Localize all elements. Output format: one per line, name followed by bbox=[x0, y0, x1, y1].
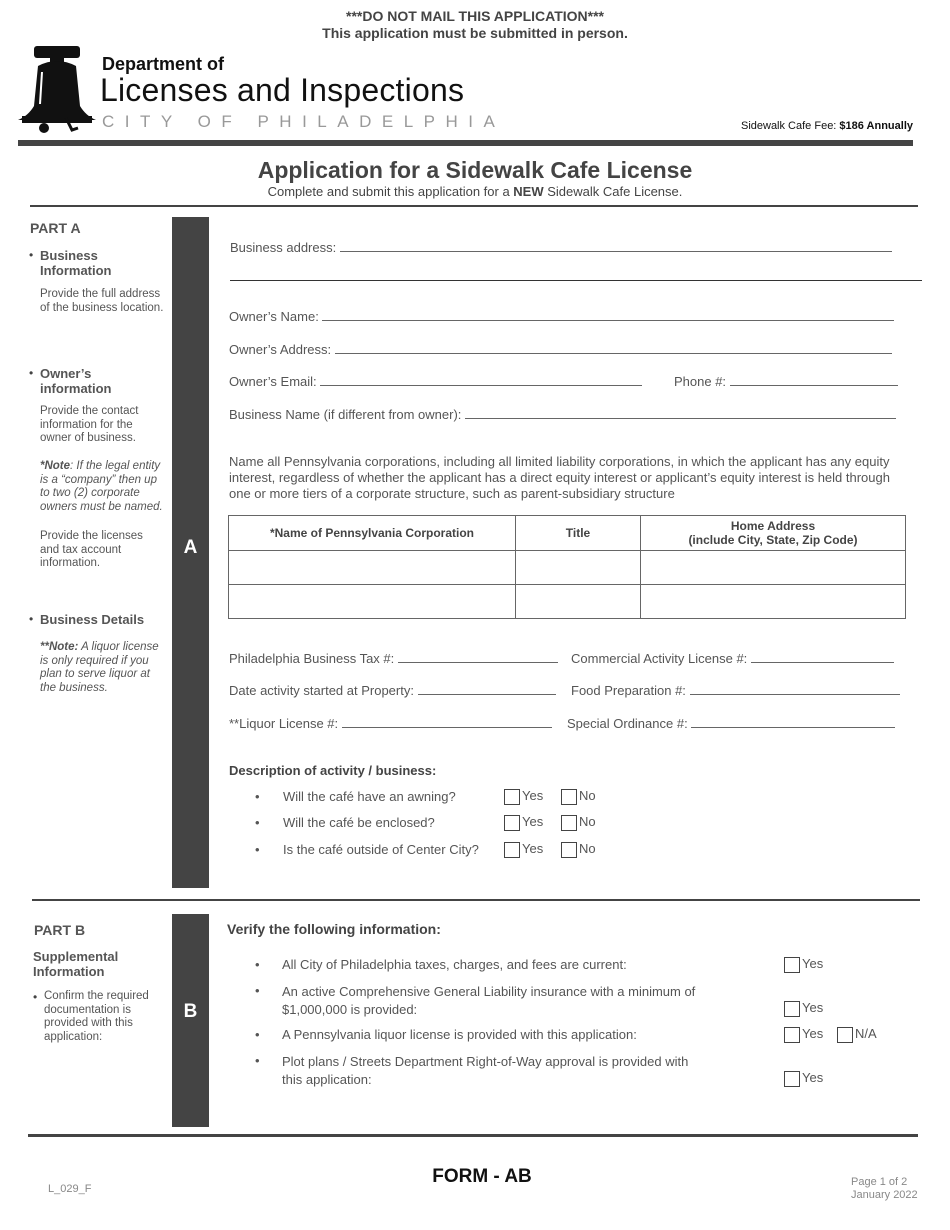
food-prep-label: Food Preparation #: bbox=[571, 683, 686, 698]
bullet-icon: • bbox=[255, 789, 260, 804]
verify-heading: Verify the following information: bbox=[227, 921, 441, 937]
date-started-label: Date activity started at Property: bbox=[229, 683, 414, 698]
option-label: Yes bbox=[802, 1000, 824, 1015]
owner-email-line[interactable] bbox=[320, 373, 642, 386]
verify-plot-plans-line2: this application: bbox=[282, 1072, 372, 1087]
awning-yes-option[interactable] bbox=[504, 788, 543, 805]
business-tax-label: Philadelphia Business Tax #: bbox=[229, 651, 395, 666]
business-info-title: Business Information bbox=[40, 248, 112, 278]
col-home-address-line1: Home Address bbox=[730, 519, 816, 533]
business-name-label: Business Name (if different from owner): bbox=[229, 407, 462, 422]
commercial-license-field[interactable] bbox=[571, 650, 894, 666]
option-label: No bbox=[579, 788, 596, 803]
corporate-note bbox=[40, 460, 166, 514]
page-number: Page 1 of 2 bbox=[851, 1176, 908, 1188]
page-subtitle bbox=[0, 184, 950, 199]
col-title: Title bbox=[516, 516, 641, 551]
date-started-field[interactable] bbox=[229, 682, 556, 698]
option-label: No bbox=[579, 841, 596, 856]
checkbox-icon[interactable] bbox=[504, 815, 520, 831]
table-cell[interactable] bbox=[641, 585, 906, 619]
verify-insurance-line1: An active Comprehensive General Liability insurance with a minimum of bbox=[282, 984, 696, 999]
bullet-icon: • bbox=[255, 1053, 260, 1068]
business-details-title: Business Details bbox=[40, 612, 145, 627]
checkbox-icon[interactable] bbox=[837, 1027, 853, 1043]
part-a-heading: PART A bbox=[30, 220, 81, 236]
option-label: Yes bbox=[522, 841, 544, 856]
owner-info-title: Owner’s information bbox=[40, 366, 112, 396]
logo-title: Licenses and Inspections bbox=[100, 72, 465, 108]
corporation-instructions: Name all Pennsylvania corporations, including all limited liability corporations, in which the applicant has any equity interest, regardless of whether the applicant has a direct equity interest or applicant’s equity interest is held through one or more tiers of a corporate structure, such as parent-subsidiary structure bbox=[229, 454, 890, 501]
business-tax-line[interactable] bbox=[398, 650, 558, 663]
option-label: Yes bbox=[802, 956, 824, 971]
checkbox-icon[interactable] bbox=[784, 1001, 800, 1017]
corporate-note-bold: *Note bbox=[40, 460, 71, 472]
special-ordinance-field[interactable] bbox=[567, 715, 895, 731]
verify-insurance-line2: $1,000,000 is provided: bbox=[282, 1002, 418, 1017]
part-a-bar-letter: A bbox=[183, 537, 198, 558]
liquor-license-label: **Liquor License #: bbox=[229, 716, 339, 731]
option-label: Yes bbox=[802, 1070, 824, 1085]
commercial-license-label: Commercial Activity License #: bbox=[571, 651, 748, 666]
table-cell[interactable] bbox=[229, 551, 516, 585]
business-address-line[interactable] bbox=[340, 239, 892, 252]
question-enclosed: Will the café be enclosed? bbox=[283, 815, 435, 830]
liquor-note-text: A liquor license is only required if you plan to serve liquor at the business. bbox=[40, 641, 159, 694]
checkbox-icon[interactable] bbox=[784, 1027, 800, 1043]
table-row bbox=[229, 551, 906, 585]
corporation-table bbox=[228, 515, 906, 619]
table-row bbox=[229, 585, 906, 619]
col-home-address-line2: (include City, State, Zip Code) bbox=[688, 533, 858, 547]
part-b-heading: PART B bbox=[34, 922, 86, 938]
footer-rule bbox=[28, 1134, 918, 1137]
page-info bbox=[851, 1176, 918, 1202]
logo-department: Department of bbox=[102, 54, 225, 74]
option-label: Yes bbox=[522, 788, 544, 803]
fee-value: $186 Annually bbox=[839, 120, 913, 132]
owner-address-label: Owner’s Address: bbox=[229, 342, 332, 357]
subtitle-post: Sidewalk Cafe License. bbox=[543, 184, 683, 199]
option-label: No bbox=[579, 814, 596, 829]
enclosed-yes-option[interactable] bbox=[504, 814, 543, 831]
owner-address-field[interactable] bbox=[229, 341, 892, 357]
special-ordinance-line[interactable] bbox=[691, 715, 895, 728]
part-divider bbox=[32, 899, 920, 901]
enclosed-no-option[interactable] bbox=[561, 814, 596, 831]
liquor-na-option[interactable] bbox=[837, 1026, 877, 1043]
part-b-bar-letter: B bbox=[183, 1001, 198, 1022]
subtitle-pre: Complete and submit this application for a bbox=[267, 184, 514, 199]
owner-email-label: Owner’s Email: bbox=[229, 374, 317, 389]
center-city-yes-option[interactable] bbox=[504, 841, 543, 858]
supplemental-title: Supplemental Information bbox=[33, 949, 119, 979]
bullet-icon: • bbox=[29, 248, 34, 262]
checkbox-icon[interactable] bbox=[561, 789, 577, 805]
question-center-city: Is the café outside of Center City? bbox=[283, 842, 479, 857]
phone-label: Phone #: bbox=[674, 374, 727, 389]
owner-address-line[interactable] bbox=[335, 341, 892, 354]
option-label: N/A bbox=[855, 1026, 877, 1041]
fee-text bbox=[741, 120, 913, 132]
food-prep-line[interactable] bbox=[690, 682, 900, 695]
checkbox-icon[interactable] bbox=[504, 842, 520, 858]
checkbox-icon[interactable] bbox=[784, 957, 800, 973]
owner-name-field[interactable] bbox=[229, 308, 894, 324]
verify-insurance bbox=[282, 983, 695, 1019]
corporate-note-text: : If the legal entity is a “company” then up to two (2) corporate owners must be named. bbox=[40, 460, 163, 513]
center-city-no-option[interactable] bbox=[561, 841, 596, 858]
description-heading: Description of activity / business: bbox=[229, 763, 437, 778]
checkbox-icon[interactable] bbox=[504, 789, 520, 805]
page-title: Application for a Sidewalk Cafe License bbox=[257, 157, 693, 183]
table-cell[interactable] bbox=[229, 585, 516, 619]
awning-no-option[interactable] bbox=[561, 788, 596, 805]
checkbox-icon[interactable] bbox=[561, 842, 577, 858]
checkbox-icon[interactable] bbox=[784, 1071, 800, 1087]
supplemental-desc: Confirm the required documentation is provided with this application: bbox=[44, 990, 149, 1043]
form-date: January 2022 bbox=[851, 1189, 918, 1201]
liberty-bell-logo bbox=[16, 44, 98, 134]
col-corporation-name: *Name of Pennsylvania Corporation bbox=[229, 516, 516, 551]
licenses-desc: Provide the licenses and tax account information. bbox=[40, 530, 143, 569]
option-label: Yes bbox=[522, 814, 544, 829]
liquor-note bbox=[40, 641, 166, 695]
notice-line-2: This application must be submitted in person. bbox=[322, 25, 628, 41]
business-address-label: Business address: bbox=[230, 240, 337, 255]
col-home-address bbox=[641, 516, 906, 551]
owner-name-line[interactable] bbox=[322, 308, 894, 321]
title-rule bbox=[30, 205, 918, 207]
part-b-bar bbox=[172, 914, 209, 1127]
notice-line-1: ***DO NOT MAIL THIS APPLICATION*** bbox=[346, 8, 604, 24]
plot-plans-yes-option[interactable] bbox=[784, 1070, 823, 1087]
business-address-second-line[interactable] bbox=[230, 280, 922, 281]
commercial-license-line[interactable] bbox=[751, 650, 894, 663]
liquor-license-field[interactable] bbox=[229, 715, 552, 731]
logo-city: CITY OF PHILADELPHIA bbox=[102, 112, 506, 131]
business-name-line[interactable] bbox=[465, 406, 896, 419]
phone-line[interactable] bbox=[730, 373, 898, 386]
owner-name-label: Owner’s Name: bbox=[229, 309, 319, 324]
business-name-field[interactable] bbox=[229, 406, 896, 422]
owner-email-field[interactable] bbox=[229, 373, 642, 389]
bullet-icon: • bbox=[255, 983, 260, 998]
insurance-yes-option[interactable] bbox=[784, 1000, 823, 1017]
form-code: L_029_F bbox=[48, 1183, 92, 1195]
owner-info-desc: Provide the contact information for the owner of business. bbox=[40, 405, 139, 444]
bullet-icon: • bbox=[29, 612, 34, 626]
verify-liquor: A Pennsylvania liquor license is provided with this application: bbox=[282, 1027, 637, 1042]
taxes-yes-option[interactable] bbox=[784, 956, 823, 973]
subtitle-bold: NEW bbox=[513, 184, 544, 199]
food-prep-field[interactable] bbox=[571, 682, 900, 698]
bullet-icon: • bbox=[255, 1027, 260, 1042]
fee-label: Sidewalk Cafe Fee: bbox=[740, 120, 840, 132]
verify-taxes: All City of Philadelphia taxes, charges, and fees are current: bbox=[282, 957, 627, 972]
bullet-icon: • bbox=[33, 990, 38, 1004]
business-address-field[interactable] bbox=[230, 239, 892, 255]
bullet-icon: • bbox=[255, 957, 260, 972]
bullet-icon: • bbox=[255, 815, 260, 830]
bullet-icon: • bbox=[29, 366, 34, 380]
form-name: FORM - AB bbox=[432, 1166, 532, 1187]
option-label: Yes bbox=[802, 1026, 824, 1041]
special-ordinance-label: Special Ordinance #: bbox=[567, 716, 688, 731]
table-cell[interactable] bbox=[641, 551, 906, 585]
phone-field[interactable] bbox=[674, 373, 898, 389]
liquor-license-line[interactable] bbox=[342, 715, 552, 728]
bullet-icon: • bbox=[255, 842, 260, 857]
business-info-desc: Provide the full address of the business location. bbox=[40, 288, 164, 314]
liquor-yes-option[interactable] bbox=[784, 1026, 823, 1043]
table-cell[interactable] bbox=[516, 551, 641, 585]
part-a-bar bbox=[172, 217, 209, 888]
business-tax-field[interactable] bbox=[229, 650, 558, 666]
liquor-note-bold: **Note: bbox=[40, 641, 79, 653]
date-started-line[interactable] bbox=[418, 682, 556, 695]
checkbox-icon[interactable] bbox=[561, 815, 577, 831]
question-awning: Will the café have an awning? bbox=[283, 789, 456, 804]
verify-plot-plans bbox=[282, 1053, 688, 1089]
header-rule bbox=[18, 140, 913, 146]
verify-plot-plans-line1: Plot plans / Streets Department Right-of-Way approval is provided with bbox=[282, 1054, 689, 1069]
table-cell[interactable] bbox=[516, 585, 641, 619]
